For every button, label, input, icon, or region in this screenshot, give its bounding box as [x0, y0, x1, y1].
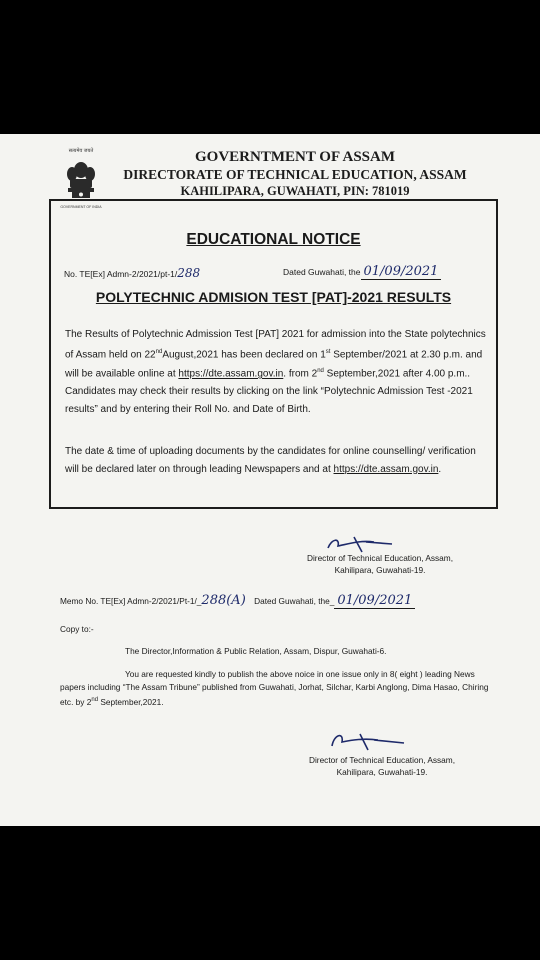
p1-text-b: August,2021 has been declared on 1	[162, 348, 326, 360]
notice-document	[0, 134, 540, 826]
notice-date	[283, 264, 441, 280]
p1-sup-d: nd	[317, 368, 324, 375]
p1-sup-b: st	[325, 348, 331, 355]
memo-prefix: Memo No. TE[Ex] Admn-2/2021/Pt-1/_	[60, 596, 202, 606]
notice-subtitle: POLYTECHNIC ADMISION TEST [PAT]-2021 RESULTS	[95, 289, 452, 305]
signatory-address-1: Kahilipara, Guwahati-19.	[334, 565, 426, 575]
p2-end: .	[438, 463, 442, 475]
p2-text: The date & time of uploading documents by the candidates for online counselling/ verification will be declared later on through leading Newspapers and at	[65, 446, 476, 475]
signature-block-2	[282, 754, 482, 778]
memo-dated-label: Dated Guwahati, the_	[254, 596, 335, 606]
notice-title: EDUCATIONAL NOTICE	[186, 231, 361, 248]
signatory-address-2: Kahilipara, Guwahati-19.	[336, 767, 428, 777]
signature-2-icon	[324, 730, 410, 754]
letterhead-line2: DIRECTORATE OF TECHNICAL EDUCATION, ASSAM	[123, 167, 467, 182]
memo-dated-handwritten: 01/09/2021	[334, 593, 415, 609]
notice-paragraph-1	[65, 326, 489, 418]
publication-request	[60, 668, 500, 709]
signatory-title-2: Director of Technical Education, Assam,	[308, 755, 456, 765]
request-sup: nd	[91, 697, 99, 703]
dated-handwritten: 01/09/2021	[361, 264, 442, 280]
request-text-b: September,2021.	[98, 696, 164, 707]
reference-handwritten: 288	[177, 266, 201, 280]
counselling-website-link[interactable]: https://dte.assam.gov.in	[333, 463, 439, 475]
results-website-link[interactable]: https://dte.assam.gov.in	[178, 368, 284, 380]
p1-text-c: September/2021 at 2.30 p.m. and will be available online at	[65, 348, 483, 380]
p1-text-e: September,2021 after 4.00 p.m.. Candidates may check their results by clicking on the link “Polytechnic Admission Test -2021 results” and by entering their Roll No. and Date of Birth.	[65, 368, 473, 415]
letterhead	[100, 148, 490, 199]
notice-paragraph-2	[65, 443, 489, 478]
memo-number	[60, 593, 415, 609]
p1-sup-a: nd	[155, 348, 163, 355]
dated-label: Dated Guwahati, the	[283, 267, 361, 277]
reference-prefix: No. TE[Ex] Admn-2/2021/pt-1/	[64, 269, 178, 279]
letterhead-line3: KAHILIPARA, GUWAHATI, PIN: 781019	[180, 184, 410, 198]
memo-handwritten: 288(A)	[201, 593, 246, 608]
notice-box	[49, 199, 498, 509]
copy-recipient: The Director,Information & Public Relation, Assam, Dispur, Guwahati-6.	[125, 646, 387, 656]
emblem-caption: GOVERNMENT OF INDIA	[60, 205, 102, 209]
copy-to-label: Copy to:-	[60, 624, 94, 634]
signatory-title-1: Director of Technical Education, Assam,	[306, 553, 454, 563]
p1-text-a: The Results of Polytechnic Admission Test [PAT] 2021 for admission into the State polytechnics of Assam held on 22	[65, 329, 486, 360]
reference-number	[64, 266, 200, 280]
signature-block-1	[280, 552, 480, 576]
emblem-motto: सत्यमेव जयते	[68, 148, 94, 154]
request-text-a: You are requested kindly to publish the above noice in one issue only in 8( eight ) leading News papers including “The Assam Tribune” published from Guwahati, Jorhat, Silchar, Karbi Anglong, Dima Hasao, Chiring etc. by 2	[60, 669, 489, 707]
p1-text-d: . from 2	[283, 368, 318, 380]
letterhead-line1: GOVERNTMENT OF ASSAM	[194, 149, 396, 165]
